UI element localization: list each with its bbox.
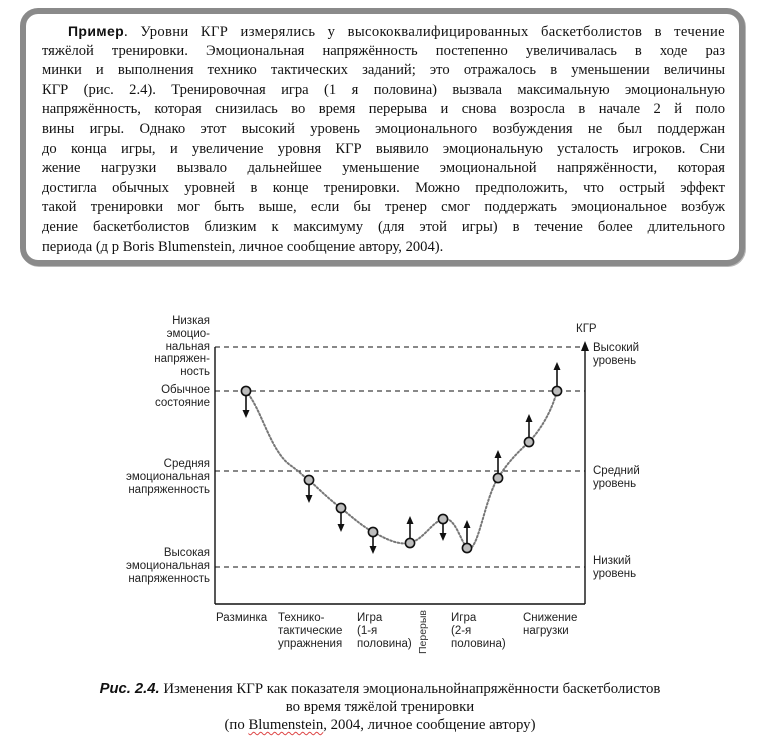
right-label-high-level: Высокий уровень [593,342,640,367]
example-line: тяжёлой тренировки. Эмоциональная напряжённость постепенно увеличивалась в ходе раз [42,42,725,59]
x-label-technical: Технико- тактические упражнения [278,612,343,650]
example-line: дение баскетболистов близким к максимуму (для этой игры) в течение более длительного [42,218,725,235]
reference-lines [215,347,585,567]
example-line: до конца игры, и увеличение уровня КГР выявило эмоциональную усталость игроков. Сни [42,140,725,157]
kgr-curve [246,391,557,549]
left-label-high-tension: Высокая эмоциональная напряженность [126,547,210,585]
axes [215,341,589,604]
example-line: жение нагрузки вызвало дальнейшее уменьшение эмоциональной напряжённости, которая [42,160,725,177]
data-point [304,475,313,484]
x-label-pause: Перерыв [417,609,429,655]
example-line: вины игры. Однако этот высокий уровень эмоционального возбуждения не был поддержан [42,120,725,137]
left-label-normal-state: Обычное состояние [155,384,210,409]
x-label-game-first-half: Игра (1-я половина) [357,612,412,650]
example-line: напряжённость, которая снизилась во время перерыва и снова возросла в начале 2 й поло [42,101,725,118]
data-point [552,386,561,395]
left-label-low-tension: Низкая эмоцио- нальная напряжен- ность [154,315,210,379]
example-line: минки и выполнения технико тактических заданий; это отражалось в уменьшении величины [42,62,725,79]
data-point [405,538,414,547]
data-points [241,386,561,552]
example-line: Пример. Уровни КГР измерялись у высококвалифицированных баскетболистов в течение [68,23,725,40]
example-line: достигла обычных уровней в конце тренировки. Можно предположить, что острый эффект [42,179,725,196]
figure-caption: Рис. 2.4. Изменения КГР как показателя эмоциональнойнапряжённости баскетболистов во время тяжёлой тренировки (по Blumenstein, 2004, личное сообщение автору) [99,681,661,733]
data-point [336,503,345,512]
data-point [524,437,533,446]
data-point [493,473,502,482]
data-point [438,514,447,523]
data-point [241,386,250,395]
right-label-low-level: Низкий уровень [593,555,637,580]
data-point [368,527,377,536]
x-label-game-second-half: Игра (2-я половина) [451,612,506,650]
example-lead: Пример [68,23,125,39]
x-label-cooldown: Снижение нагрузки [523,612,578,637]
spellcheck-word: Blumenstein [248,717,324,733]
axis-arrow-icon [581,341,589,351]
left-label-medium-tension: Средняя эмоциональная напряженность [126,458,210,496]
example-line: КГР (рис. 2.4). Тренировочная игра (1 я половина) вызвала максимальную эмоциональную [42,81,725,98]
x-label-warmup: Разминка [216,612,268,624]
data-point [462,543,471,552]
example-line: периода (д р Boris Blumenstein, личное сообщение автору, 2004). [42,238,444,255]
right-label-medium-level: Средний уровень [593,465,640,490]
right-axis-title: КГР [576,323,597,335]
example-line: такой тренировки мог быть выше, если бы тренер смог поддержать эмоциональное возбуж [42,199,725,216]
caption-label: Рис. 2.4. [99,681,160,697]
